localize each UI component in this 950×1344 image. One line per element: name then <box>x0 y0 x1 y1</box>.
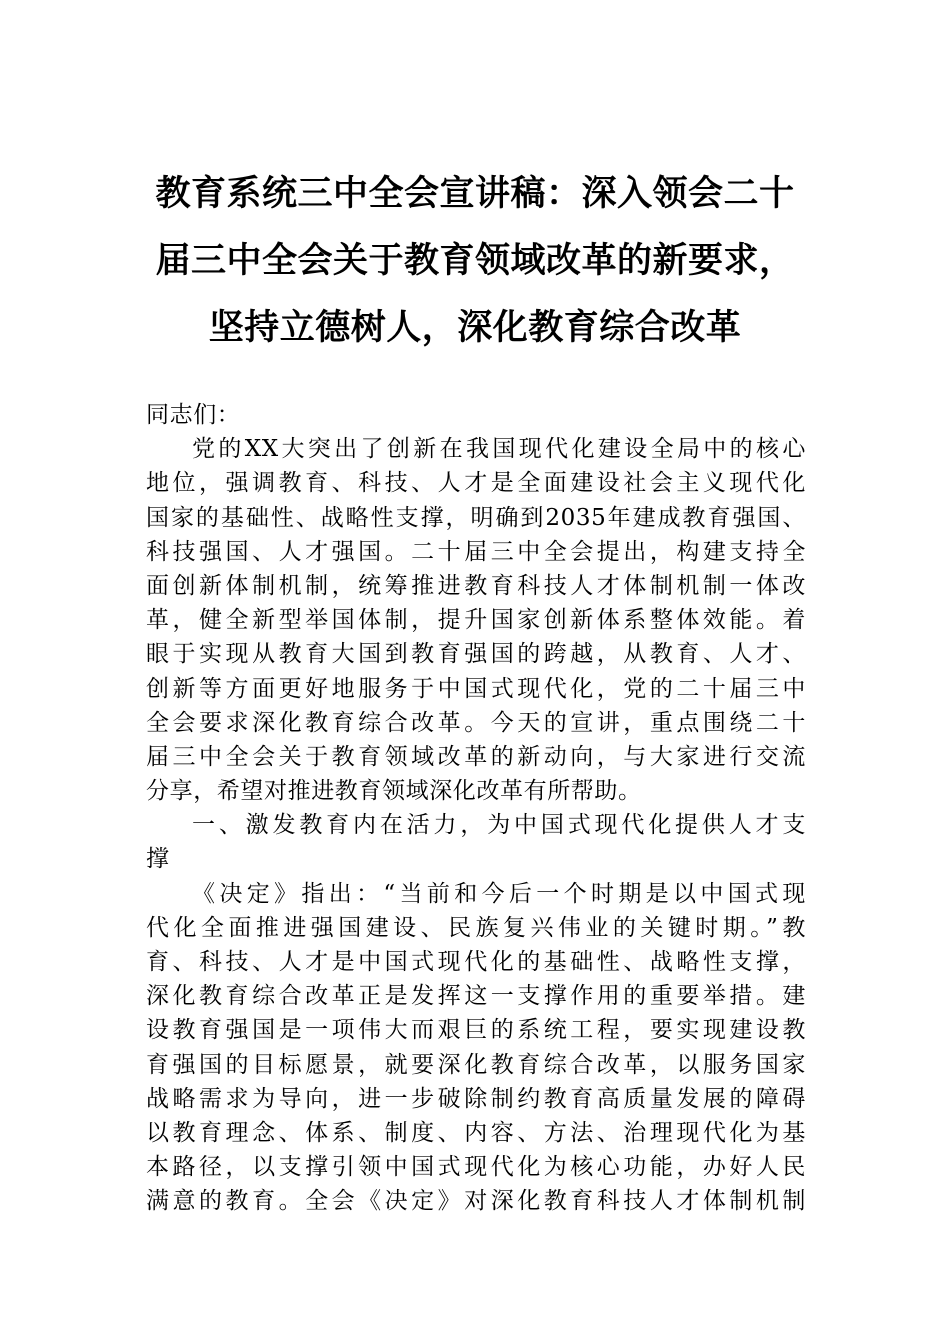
paragraph-line: 面创新体制机制，统筹推进教育科技人才体制机制一体改 <box>146 572 806 599</box>
paragraph-line: 满意的教育。全会《决定》对深化教育科技人才体制机制 <box>146 1188 806 1215</box>
paragraph-intro <box>146 432 806 808</box>
document-body <box>146 398 806 1219</box>
paragraph-section-one <box>146 877 806 1219</box>
paragraph-line: 创新等方面更好地服务于中国式现代化，党的二十届三中 <box>146 675 806 702</box>
salutation: 同志们： <box>146 402 241 428</box>
title-line: 教育系统三中全会宣讲稿：深入领会二十 <box>155 173 795 214</box>
section-heading-line: 一、激发教育内在活力，为中国式现代化提供人才支 <box>192 812 806 839</box>
section-heading <box>146 808 806 876</box>
paragraph-line: 全会要求深化教育综合改革。今天的宣讲，重点围绕二十 <box>146 709 806 736</box>
document-title <box>130 160 820 361</box>
title-line: 坚持立德树人，深化教育综合改革 <box>208 307 742 348</box>
paragraph-line: 育强国的目标愿景，就要深化教育综合改革，以服务国家 <box>146 1051 806 1078</box>
paragraph-line: 地位，强调教育、科技、人才是全面建设社会主义现代化 <box>146 470 806 497</box>
paragraph-line: 党的XX大突出了创新在我国现代化建设全局中的核心 <box>192 436 806 463</box>
paragraph-line: 革，健全新型举国体制，提升国家创新体系整体效能。着 <box>146 607 806 634</box>
title-line: 届三中全会关于教育领域改革的新要求， <box>155 240 795 281</box>
paragraph-line: 分享，希望对推进教育领域深化改革有所帮助。 <box>146 778 642 805</box>
paragraph-line: 本路径，以支撑引领中国式现代化为核心功能，办好人民 <box>146 1154 806 1181</box>
paragraph-line: 届三中全会关于教育领域改革的新动向，与大家进行交流 <box>146 743 806 770</box>
paragraph-line: 《决定》指出：“当前和今后一个时期是以中国式现 <box>192 880 806 907</box>
paragraph-line: 国家的基础性、战略性支撑，明确到2035年建成教育强国、 <box>146 504 806 531</box>
paragraph-line: 育、科技、人才是中国式现代化的基础性、战略性支撑， <box>146 949 806 975</box>
paragraph-line: 战略需求为导向，进一步破除制约教育高质量发展的障碍 <box>146 1085 806 1112</box>
paragraph-line: 眼于实现从教育大国到教育强国的跨越，从教育、人才、 <box>146 641 806 668</box>
paragraph-line: 深化教育综合改革正是发挥这一支撑作用的重要举措。建 <box>146 983 806 1010</box>
paragraph-line: 以教育理念、体系、制度、内容、方法、治理现代化为基 <box>146 1119 806 1146</box>
paragraph-line: 设教育强国是一项伟大而艰巨的系统工程，要实现建设教 <box>146 1017 806 1044</box>
paragraph-line: 科技强国、人才强国。二十届三中全会提出，构建支持全 <box>146 538 806 565</box>
paragraph-line: 代化全面推进强国建设、民族复兴伟业的关键时期。”教 <box>146 914 806 941</box>
section-heading-line: 撑 <box>146 846 170 873</box>
